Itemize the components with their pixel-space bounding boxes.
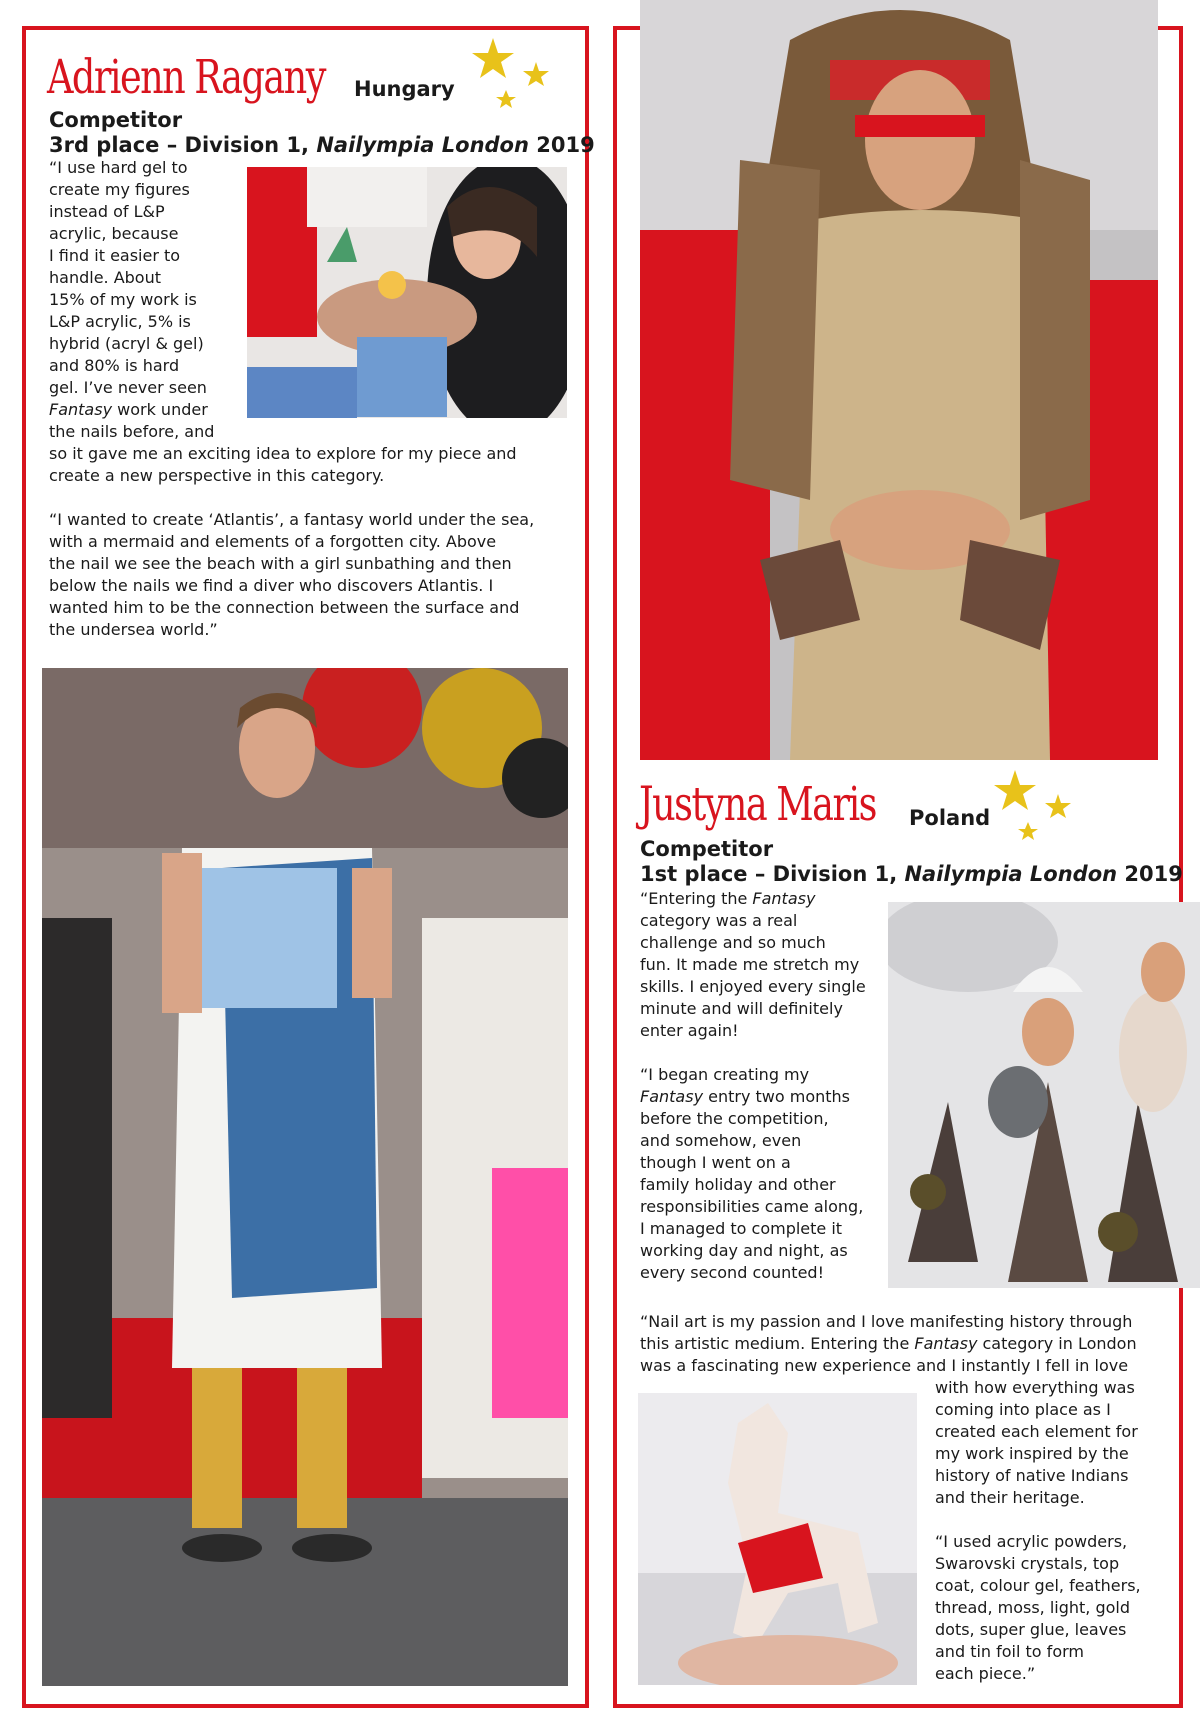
- star-icon: [468, 34, 553, 119]
- star-icon: [990, 766, 1075, 851]
- event-name-left: Nailympia London: [316, 133, 529, 157]
- photo-horse-figurine: [638, 1393, 917, 1685]
- photo-artist-working: [247, 167, 567, 418]
- competitor-role-right: Competitor: [640, 837, 774, 861]
- placement-right: 1st place – Division 1, Nailympia London 2019: [640, 862, 1183, 886]
- photo-figurine-nails: [888, 902, 1200, 1288]
- quote-narrow-left: “I use hard gel to create my figures instead of L&P acrylic, because I find it easier to handle. About 15% of my work is L&P acrylic, 5% is hybrid (acryl & gel) and 80% is hard gel. I’ve never seen Fantasy work under the nails before, and: [49, 158, 215, 441]
- quote-wide-right: “Nail art is my passion and I love manifesting history through this artistic medium. Entering the Fantasy category in London was a fascinating new experience and I instantly I fell in love: [640, 1312, 1137, 1375]
- quote-narrow-right: “Entering the Fantasy category was a real challenge and so much fun. It made me stretch my skills. I enjoyed every single minute and will definitely enter again! “I began creating my Fantasy entry two months before the competition, and somehow, even though I went on a family holiday and other responsibilities came along, I managed to complete it working day and night, as every second counted!: [640, 889, 866, 1282]
- quote-wide-left: so it gave me an exciting idea to explore for my piece and create a new perspective in this category. “I wanted to create ‘Atlantis’, a fantasy world under the sea, with a mermaid and elements of a forgotten city. Above the nail we see the beach with a girl sunbathing and then below the nails we find a diver who discovers Atlantis. I wanted him to be the connection between the surface and the undersea world.”: [49, 444, 535, 639]
- photo-competitor-toga: [42, 668, 568, 1686]
- competitor-name-left: Adrienn Ragany: [47, 50, 325, 105]
- quote-column-right: with how everything was coming into place as I created each element for my work inspired by the history of native Indians and their heritage. “I used acrylic powders, Swarovski crystals, top coat, colour gel, feathers, thread, moss, light, gold dots, super glue, leaves and tin foil to form each piece.”: [935, 1378, 1141, 1683]
- competitor-name-right: Justyna Maris: [639, 777, 876, 832]
- competitor-role-left: Competitor: [49, 108, 183, 132]
- event-name-right: Nailympia London: [904, 862, 1118, 886]
- photo-competitor-headdress: [640, 0, 1158, 760]
- competitor-country-left: Hungary: [354, 77, 455, 101]
- competitor-country-right: Poland: [909, 806, 991, 830]
- placement-left: 3rd place – Division 1, Nailympia London 2019: [49, 133, 595, 157]
